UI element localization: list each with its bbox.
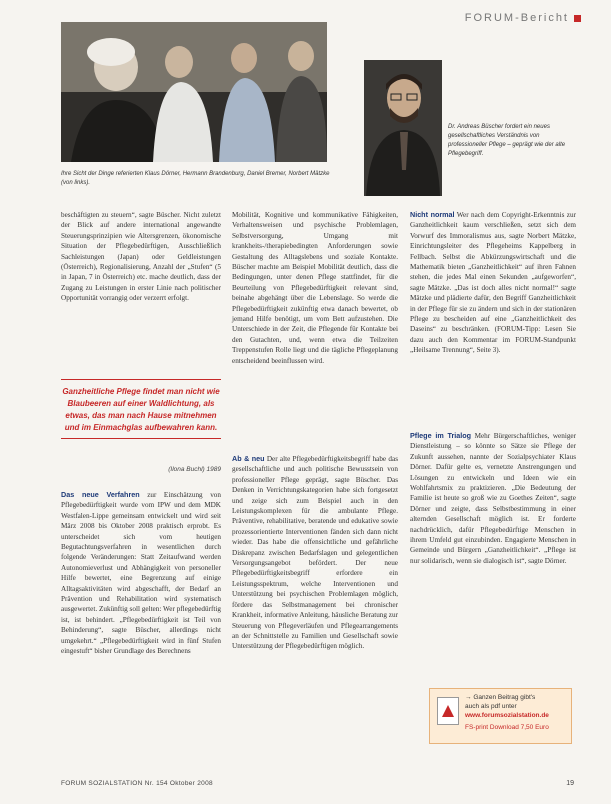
page-number: 19 — [566, 780, 574, 787]
column-1-bottom — [61, 490, 221, 657]
promo-price: FS-print Download 7,50 Euro — [465, 724, 549, 731]
column-3-bottom — [410, 431, 576, 566]
speaker-photo — [364, 60, 442, 196]
paragraph — [410, 210, 576, 356]
paragraph — [232, 454, 398, 652]
column-1-top — [61, 210, 221, 304]
conference-photo — [61, 22, 327, 162]
column-2-bottom — [232, 454, 398, 652]
section-header — [465, 12, 581, 24]
paragraph-text: Wer nach dem Copyright-Erkenntnis zur Ganzheitlichkeit kaum verschließen, setzt sich dem Vorwurf des Immoralismus aus, sagte Norbert Mätzke, Einrichtungsleiter des Pflegeheims Kappelberg in Fellbach. Selbst die Abkürzungswirtschaft und die Mathematik bieten „Ganzheitlichkeit“ auf ihren Fahnen stehen, die jedes Mal einen Sekunden „aufgeworfen“, sagte Mätzke. „Das ist doch alles nicht normal!“ sagte Mätzke und plädierte dafür, den Begriff Ganzheitlichkeit in der Pflege für sie zu ändern und sich in der stationären Pflege zu bescheiden auf eine „Ganzheitlichkeit des Daseins“ zu beschränken. (FORUM-Tipp: Lesen Sie dazu auch den Kommentar im FORUM-Standpunkt „Heilsame Trennung“, Seite 3). — [410, 211, 576, 355]
pdf-download-text — [465, 693, 567, 720]
paragraph: Mobilität, Kognitive und kommunikative Fähigkeiten, Verhaltensweisen und psychische Problemlagen, Selbstversorgung, Umgang mit krankheits-/therapiebedingten Anforderungen sowie Gestaltung des Alltagslebens und soziale Kontakte. Büscher machte am Beispiel Mobilität deutlich, dass die Bedingungen, unter denen Pflege stattfindet, für die Beurteilung von Pflegebedürftigkeit relevant sind, beinahe abgehängt über die Lebenslage. So werde die Pflegebedürftigkeit zukünftig etwa danach bewertet, ob jemand Hilfe benötigt, um vom Bett aufzustehen. Die Unterschiede in der Zeit, die Pflegende für Kontakte bei den Gutachten, und, wenn etwa die Teilzeiten Treppenstufen Rolle liegt und die tägliche Pflegeplanung entscheidend beeinflussen wird. — [232, 211, 398, 365]
photo-caption-right: Dr. Andreas Büscher fordert ein neues gesellschaftliches Verständnis von professioneller Pflege – geprägt wie der alte Pflegebegriff. — [448, 124, 566, 157]
red-square-marker — [574, 15, 581, 22]
paragraph — [61, 490, 221, 657]
pdf-download-box[interactable] — [429, 688, 572, 744]
speaker-illustration — [364, 60, 442, 196]
paragraph-text: Der alte Pflegebedürftigkeitsbegriff habe das gesellschaftliche und auch politische Bewusstsein von professioneller Pflege geprägt, sagte Büscher. Das Denken in Verrichtungskategorien habe sich fortgesetzt und zeige sich zum Beispiel auch in den Leistungskomplexen für die ambulante Pflege. Präventive, rehabilitative, beratende und edukative sowie prozessorientierte Interventionen fänden sich dann nicht wieder. Das habe die offensichtliche und gefährliche Diskrepanz zwischen Bedarfslagen und gelegentlichen Versorgungsangebot befördert. Der neue Pflegebedürftigkeitsbegriff erfordere ein Leistungsspektrum, welche Interventionen und Unterstützung bei psychischen Problemlagen möglich, fördere das Selbstmanagement bei chronischer Krankheit, informative Anleitung, häusliche Beratung zur Steuerung von Pflegeverläufen und Pflegearrangements an der Schnittstelle zu Familien und Gesellschaft sowie Unterstützung der Pflegebedürftigen möglich. — [232, 455, 398, 651]
pull-quote — [61, 379, 221, 439]
promo-link[interactable]: www.forumsozialstation.de — [465, 712, 549, 719]
column-3-top — [410, 210, 576, 356]
footer-publication: FORUM SOZIALSTATION Nr. 154 Oktober 2008 — [61, 780, 213, 787]
paragraph — [410, 431, 576, 566]
promo-line: auch als pdf unter — [465, 703, 517, 710]
subhead: Ab & neu — [232, 454, 265, 463]
promo-line: → Ganzen Beitrag gibt's — [465, 694, 536, 701]
pull-quote-text: Ganzheitliche Pflege findet man nicht wie Blaubeeren auf einer Waldlichtung, als etwas, das man nach Hause mitnehmen und im Einmachglas aufbewahren kann. — [62, 387, 220, 432]
pdf-file-icon — [437, 697, 459, 725]
subhead: Pflege im Trialog — [410, 431, 472, 440]
pull-quote-author: (Ilona Buchl) 1989 — [168, 466, 221, 473]
section-header-label: FORUM-Bericht — [464, 12, 569, 24]
subhead: Nicht normal — [410, 210, 455, 219]
paragraph-text: Mehr Bürgerschaftliches, weniger Dienstleistung – so könnte so Sätze sie Pflege der Zukunft aussehen, nannte der Sozialpsychiater Klaus Dörner. Dafür gelte es, vernetzte Anstrengungen und Lösungen zu entwickeln und Ideen wie ein Wohlfahrtsmix zu praktizieren. „Die Bedeutung der Familie ist heute so groß wie zu Goethes Zeiten“, sagte Dörner und zeigte, dass Selbstbestimmung in einer alternden Gesellschaft möglich ist. Er forderte nachdrücklich, dafür Pflegebedürftige Menschen in ihrem Umfeld gut einzubinden. Engagierte Menschen in Gemeinde und Bürgern „Ganzheitlichkeit“. „Pflege ist nur solidarisch, wenn sie dialogisch ist“, sagte Dörner. — [410, 432, 576, 565]
photo-caption-left: Ihre Sicht der Dinge referierten Klaus Dörner, Hermann Brandenburg, Daniel Bremer, Norbert Mätzke (von links). — [61, 171, 330, 186]
subhead: Das neue Verfahren — [61, 490, 140, 499]
paragraph: beschäftigten zu steuern“, sagte Büscher. Nicht zuletzt der Blick auf andere international angewandte Steuerungsprinzipien wie Altersgrenzen, ökonomische Situation der Pflegebedürftigen, Ausschließlich Sachleistungen (Japan) oder Geldleistungen (Österreich), Regionalisierung, Anzahl der „Stufen“ (5 in Japan, 7 in Österreich) etc. mache deutlich, dass der Zugang zu Leistungen in erster Linie nach politischer Opportunität vorrangig oder verzerrt erfolgt. — [61, 211, 221, 303]
paragraph-text: zur Einschätzung von Pflegebedürftigkeit wurde vom IPW und dem MDK Westfalen-Lippe gemeinsam entwickelt und wird seit März 2008 bis Oktober 2008 praktisch erprobt. Es unterscheidet sich vom heutigen Begutachtungsverfahren in wesentlichen durch folgende Veränderungen: Statt Zeitaufwand werden Autonomieverlust und Abhängigkeit von personeller Hilfe bewertet, eine Begrenzung auf einige Alltagsaktivitäten wird abgeschafft, der Bedarf an Prävention und Rehabilitation wird systematisch ausgewertet. Zukünftig soll gelten: Wer pflegebedürftig ist, ist behindert. „Pflegebedürftigkeit ist Teil von Behinderung“, sagte Büscher, allerdings nicht umgekehrt.“ „Pflegebedürftigkeit wird in fünf Stufen eingestuft“ bisher Grundlage des Berechnens — [61, 491, 221, 656]
audience-illustration — [61, 22, 327, 162]
column-2-top — [232, 210, 398, 366]
